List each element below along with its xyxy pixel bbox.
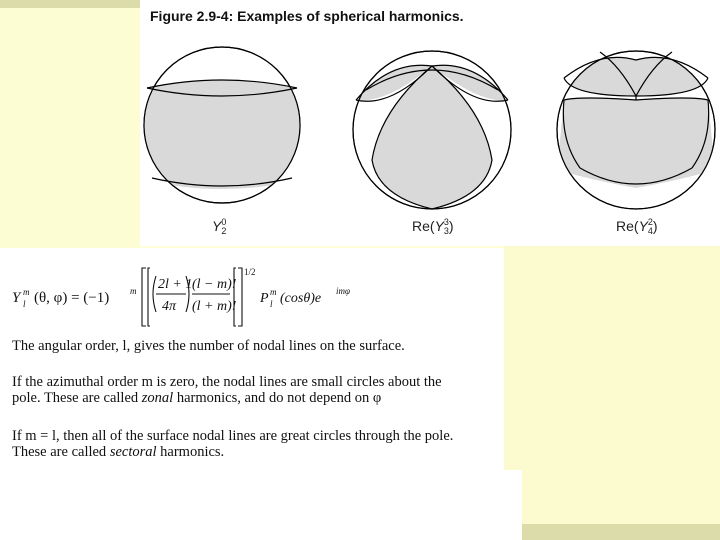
text-panel-extension <box>0 470 522 540</box>
sphere-tesseral <box>557 51 715 209</box>
label-symbol: Y <box>434 218 444 234</box>
text-run: harmonics, and do not depend on φ <box>173 390 382 406</box>
decor-right-panel <box>504 246 720 526</box>
label-sub: 2 <box>221 226 227 237</box>
label-sup: 3 <box>443 217 449 228</box>
sphere-zonal <box>144 47 300 203</box>
paragraph-zonal <box>12 374 442 406</box>
decor-left-block <box>0 8 140 248</box>
text-run: pole. These are called <box>12 390 142 406</box>
sphere-label-tesseral <box>616 218 658 236</box>
decor-top-bar <box>0 0 140 8</box>
formula-power: 1/2 <box>244 267 256 277</box>
formula-lhs-args: (θ, φ) = (−1) <box>34 290 110 306</box>
formula-legendre-sup: m <box>270 287 277 297</box>
paragraph-zonal-line1: If the azimuthal order m is zero, the nodal lines are small circles about the <box>12 374 442 390</box>
figure-panel <box>140 0 720 246</box>
paragraph-zonal-line2 <box>12 390 442 406</box>
spherical-harmonic-formula <box>10 262 490 328</box>
text-run: harmonics. <box>156 444 225 460</box>
paragraph-sectoral-line1: If m = l, then all of the surface nodal lines are great circles through the pole. <box>12 428 454 444</box>
formula-legendre: P <box>260 291 269 306</box>
paragraph-angular-order: The angular order, l, gives the number of nodal lines on the surface. <box>12 338 405 354</box>
label-suffix: ) <box>448 218 454 234</box>
label-symbol: Y <box>212 218 222 234</box>
label-prefix: Re( <box>412 218 435 234</box>
paragraph-sectoral <box>12 428 453 460</box>
label-sub: 3 <box>443 226 449 237</box>
term-sectoral: sectoral <box>109 444 157 460</box>
formula-lhs: Y <box>12 290 21 306</box>
label-suffix: ) <box>652 218 658 234</box>
formula-den1: 4π <box>162 299 177 314</box>
formula-den2: (l + m)! <box>192 299 237 314</box>
label-sub: 4 <box>647 226 653 237</box>
formula-legendre-sub: l <box>270 299 273 309</box>
label-sup: 2 <box>647 217 653 228</box>
formula-legendre-arg: (cosθ)e <box>280 291 322 306</box>
paragraph-sectoral-line2 <box>12 444 453 460</box>
text-panel <box>0 248 504 470</box>
sphere-label-zonal <box>212 218 226 236</box>
formula-num1: 2l + 1 <box>158 277 193 292</box>
formula-num2: (l − m)! <box>192 277 237 292</box>
figure-spheres <box>140 0 720 246</box>
figure-title: Figure 2.9-4: Examples of spherical harmonics. <box>150 8 464 24</box>
label-prefix: Re( <box>616 218 639 234</box>
formula-exp: imφ <box>336 286 350 296</box>
decor-bottom-strip <box>520 524 720 540</box>
sphere-label-sectoral <box>412 218 454 236</box>
formula-lhs-sub: l <box>23 299 26 309</box>
term-zonal: zonal <box>141 390 174 406</box>
formula-lhs-sup: m <box>23 287 30 297</box>
label-sup: 0 <box>221 217 227 228</box>
text-run: These are called <box>12 444 110 460</box>
label-symbol: Y <box>638 218 648 234</box>
sphere-sectoral <box>353 51 511 209</box>
formula-sign-exp: m <box>130 286 137 296</box>
